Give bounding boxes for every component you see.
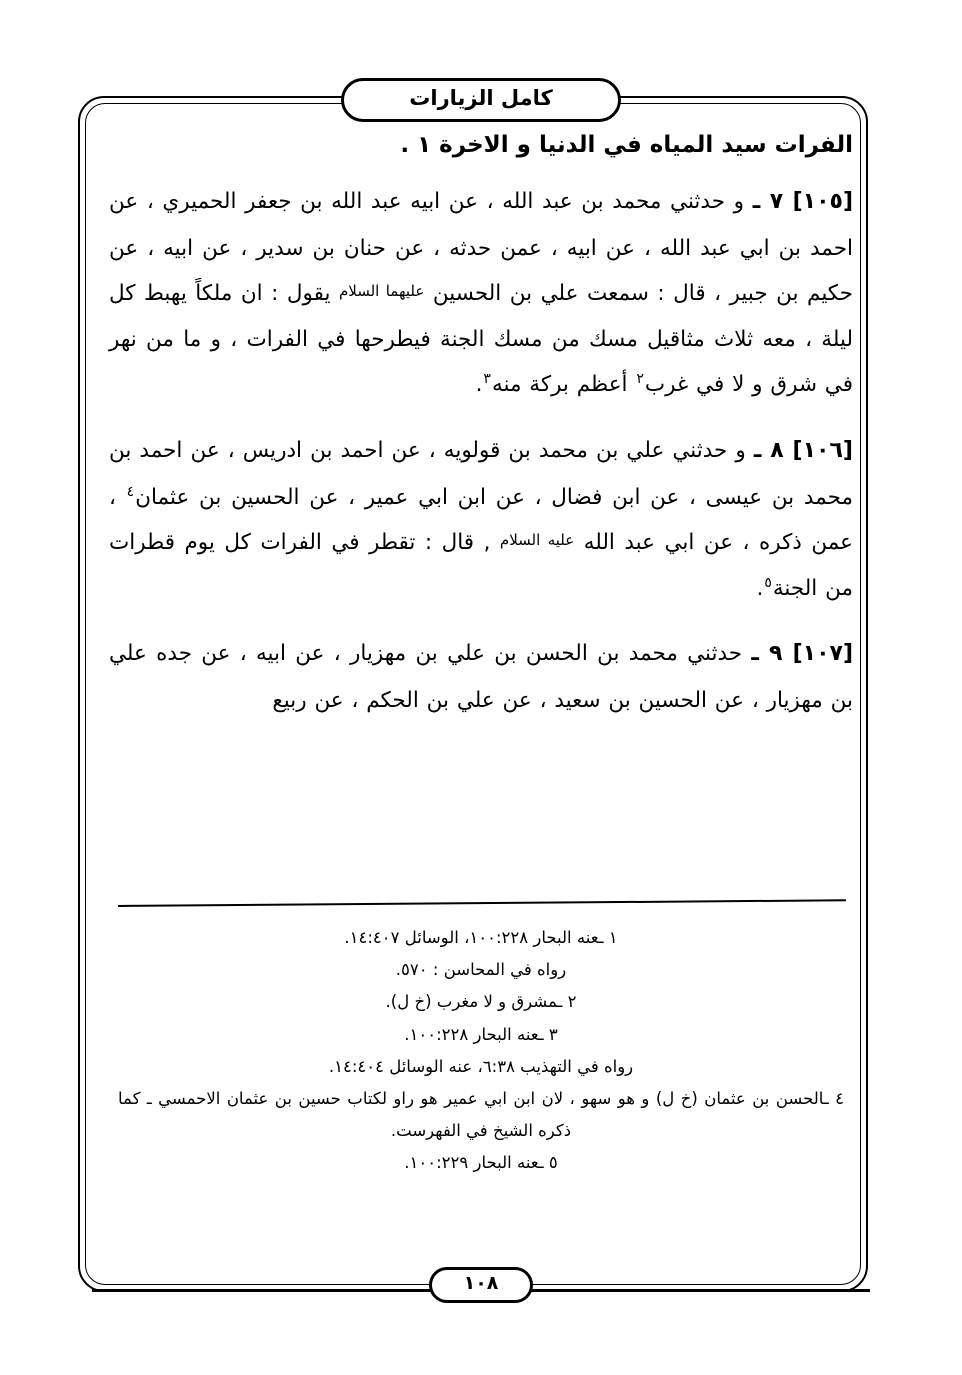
footnote-text: رواه في المحاسن : ٥٧٠. [395,960,567,980]
footnote-item [118,1083,844,1147]
footnote-ref-4: ٤ [126,483,135,500]
footnote-section [0,922,962,1179]
hadith-107-isnad: حدثني محمد بن الحسن بن علي بن مهزيار ، عن ابيه ، عن جده علي بن مهزيار ، عن الحسين بن سعيد ، عن علي بن الحكم ، عن ربيع [109,641,853,714]
honorific-icon-alayhi-salam: عليه السلام [499,531,575,550]
page-number: ١٠٨ [463,1272,499,1294]
text-column [109,126,853,724]
chapter-heading: الفرات سيد المياه في الدنيا و الاخرة ١ . [400,132,853,158]
folio-rule-right [92,1289,410,1292]
footnote-item [118,922,844,954]
footnote-item [118,1147,844,1179]
footnote-item [118,986,844,1018]
footnote-column [118,922,844,1179]
footnote-marker: ٣ ـ [538,1024,558,1044]
hadith-number-106: [١٠٦] ٨ ـ [753,438,853,464]
hadith-106 [109,428,853,611]
hadith-105-matn-cont: أعظم بركة منه [491,372,628,398]
hadith-106-tail: . [756,575,764,601]
footnote-item [118,1019,844,1051]
footnote-ref-3: ٣ [483,371,491,388]
footnote-marker: ١ ـ [598,928,618,947]
folio-rule-left [552,1289,870,1292]
footnote-ref-2: ٢ [636,371,644,388]
honorific-icon-alayhima-salam: عليهما السلام [338,282,425,301]
hadith-105-matn: يقول : ان ملكاً يهبط كل ليلة ، معه ثلاث مثاقيل مسك من مسك الجنة فيطرحها في الفرات ، و ما من نهر في شرق و لا في غرب [109,281,853,398]
footnote-marker: ٢ ـ [557,992,577,1012]
hadith-number-107: [١٠٧] ٩ ـ [751,641,854,667]
hadith-105-isnad: و حدثني محمد بن عبد الله ، عن ابيه عبد الله بن جعفر الحميري ، عن احمد بن ابي عبد الله ، عن ابيه ، عمن حدثه ، عن حنان بن سدير ، عن ابيه ، عن حكيم بن جبير ، قال : سمعت علي بن الحسين [109,189,853,307]
hadith-106-isnad: و حدثني علي بن محمد بن قولويه ، عن احمد بن ادريس ، عن احمد بن محمد بن عيسى ، عن ابن فضال ، عن ابن ابي عمير ، عن الحسين بن عثمان [109,438,853,510]
hadith-number-105: [١٠٥] ٧ ـ [752,189,854,215]
footnote-text: عنه البحار ١٠٠:٢٢٨، الوسائل ١٤:٤٠٧. [344,928,599,947]
footnote-text: رواه في التهذيب ٦:٣٨، عنه الوسائل ١٤:٤٠٤. [328,1056,634,1076]
hadith-107 [109,631,853,723]
footnote-item [118,954,844,986]
footnote-marker: ٤ ـ [823,1088,844,1108]
hadith-106-isnad-cont: ، عمن ذكره ، عن ابي عبد الله [109,484,854,556]
footnote-text: عنه البحار ١٠٠:٢٢٩. [404,1153,539,1173]
footnote-text: مشرق و لا مغرب (خ ل). [385,992,558,1012]
footnote-text: الحسن بن عثمان (خ ل) و هو سهو ، لان ابن ابي عمير هو راو لكتاب حسين بن عثمان الاحمسي ـ كما ذكره الشيخ في الفهرست. [118,1088,824,1141]
running-head-title: كامل الزيارات [409,86,553,110]
page-number-badge [429,1267,533,1303]
hadith-105 [109,179,853,408]
hadith-105-tail: . [475,372,483,398]
footnote-ref-5: ٥ [764,574,772,591]
running-head [341,78,621,122]
footnote-marker: ٥ ـ [538,1153,558,1173]
page-body [0,126,962,724]
footnote-item [118,1051,844,1083]
footnote-text: عنه البحار ١٠٠:٢٢٨. [404,1024,539,1044]
hadith-106-matn: , قال : تقطر في الفرات كل يوم قطرات من الجنة [109,530,853,601]
